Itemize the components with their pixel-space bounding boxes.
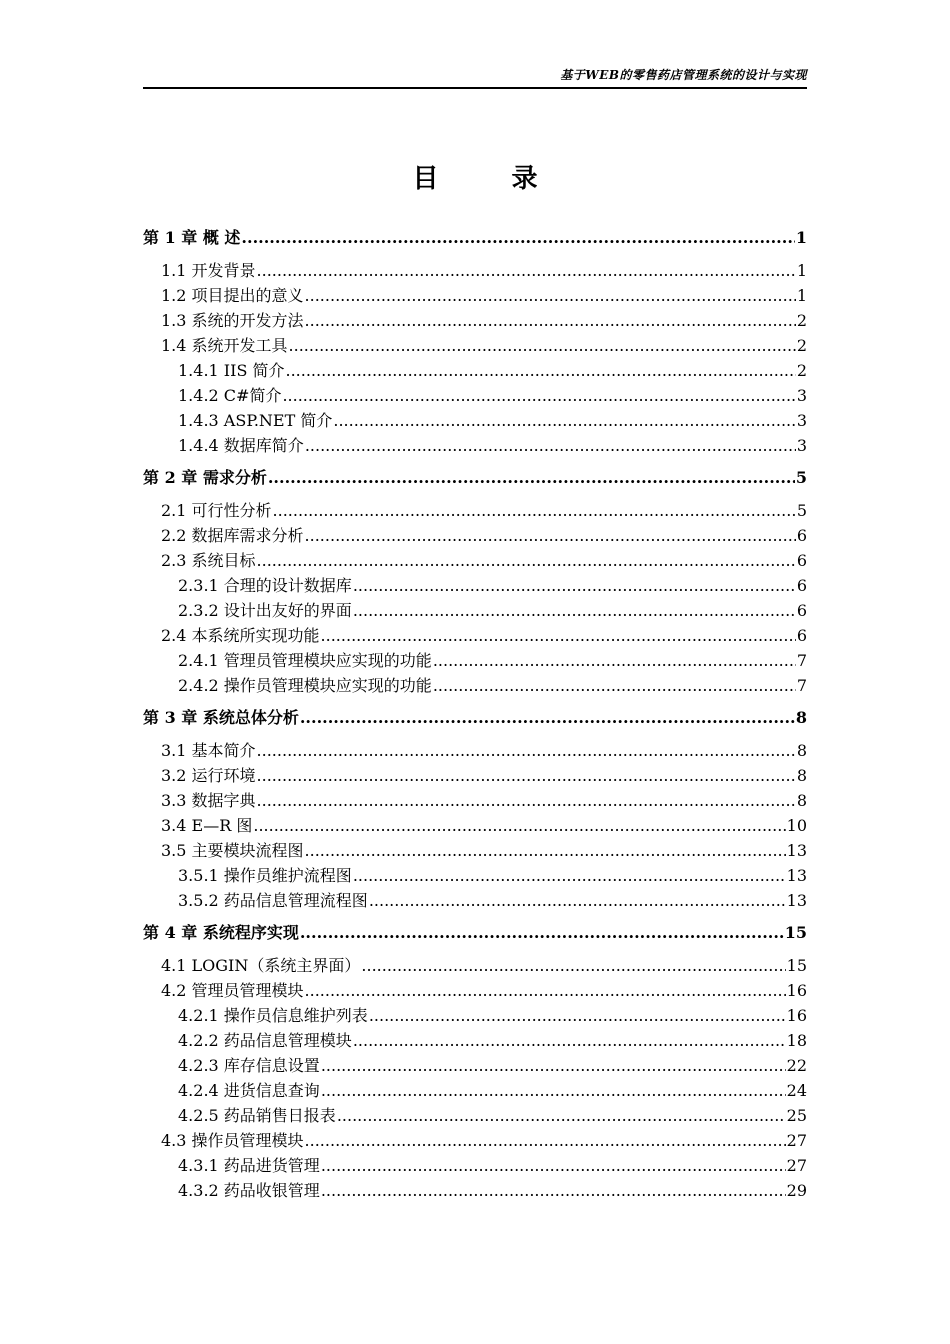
toc-entry-title: 2.4 本系统所实现功能 xyxy=(161,626,320,645)
toc-entry-title: 4.2.3 库存信息设置 xyxy=(178,1056,320,1075)
toc-page-number: 16 xyxy=(786,1006,807,1025)
toc-entry-title: 1.4.3 ASP.NET 简介 xyxy=(178,411,333,430)
toc-entry[interactable] xyxy=(143,548,807,573)
toc-entry[interactable] xyxy=(143,813,807,838)
toc-entry[interactable] xyxy=(143,433,807,458)
toc-leader-dots xyxy=(286,358,796,383)
toc-entry-title: 4.2.2 药品信息管理模块 xyxy=(178,1031,352,1050)
toc-page-number: 24 xyxy=(786,1081,807,1100)
toc-entry[interactable] xyxy=(143,738,807,763)
toc-leader-dots xyxy=(305,283,796,308)
toc-leader-dots xyxy=(241,224,794,252)
toc-leader-dots xyxy=(257,258,796,283)
toc-leader-dots xyxy=(257,738,796,763)
toc-entry-title: 3.4 E—R 图 xyxy=(161,816,253,835)
toc-page-number: 8 xyxy=(795,708,807,727)
toc-entry-title: 2.2 数据库需求分析 xyxy=(161,526,304,545)
toc-entry-title: 4.2.4 进货信息查询 xyxy=(178,1081,320,1100)
toc-page-number: 1 xyxy=(796,286,807,305)
toc-leader-dots xyxy=(289,333,796,358)
toc-entry[interactable] xyxy=(143,953,807,978)
toc-entry-title: 2.3.1 合理的设计数据库 xyxy=(178,576,352,595)
toc-leader-dots xyxy=(321,1078,786,1103)
toc-entry-title: 2.1 可行性分析 xyxy=(161,501,272,520)
header-rule xyxy=(143,87,807,89)
toc-entry-title: 4.2 管理员管理模块 xyxy=(161,981,304,1000)
toc-entry-title: 4.3.1 药品进货管理 xyxy=(178,1156,320,1175)
toc-page-number: 29 xyxy=(786,1181,807,1200)
toc-page-number: 18 xyxy=(786,1031,807,1050)
toc-entry-title: 2.3 系统目标 xyxy=(161,551,256,570)
toc-page-number: 8 xyxy=(796,766,807,785)
toc-entry[interactable] xyxy=(143,598,807,623)
toc-chapter-entry[interactable] xyxy=(143,224,807,252)
toc-entry-title: 2.4.1 管理员管理模块应实现的功能 xyxy=(178,651,432,670)
toc-page-number: 10 xyxy=(786,816,807,835)
toc-page-number: 27 xyxy=(786,1156,807,1175)
toc-entry-title: 第 2 章 需求分析 xyxy=(143,468,267,487)
toc-leader-dots xyxy=(282,383,795,408)
toc-leader-dots xyxy=(337,1103,786,1128)
toc-entry-title: 3.3 数据字典 xyxy=(161,791,256,810)
toc-page-number: 2 xyxy=(796,361,807,380)
toc-leader-dots xyxy=(305,1128,786,1153)
toc-entry-title: 3.1 基本简介 xyxy=(161,741,256,760)
toc-entry[interactable] xyxy=(143,333,807,358)
toc-page-number: 7 xyxy=(796,676,807,695)
toc-page-number: 25 xyxy=(786,1106,807,1125)
toc-page-number: 6 xyxy=(796,576,807,595)
toc-page-number: 16 xyxy=(786,981,807,1000)
toc-leader-dots xyxy=(273,498,796,523)
toc-leader-dots xyxy=(353,598,796,623)
toc-entry[interactable] xyxy=(143,283,807,308)
toc-entry-title: 4.3 操作员管理模块 xyxy=(161,1131,304,1150)
toc-entry-title: 1.2 项目提出的意义 xyxy=(161,286,304,305)
toc-entry-title: 第 4 章 系统程序实现 xyxy=(143,923,299,942)
toc-leader-dots xyxy=(305,433,796,458)
toc-leader-dots xyxy=(305,978,786,1003)
toc-page-number: 6 xyxy=(796,526,807,545)
toc-leader-dots xyxy=(257,548,796,573)
toc-entry[interactable] xyxy=(143,1153,807,1178)
toc-page-number: 1 xyxy=(795,228,807,247)
toc-entry-title: 4.1 LOGIN（系统主界面） xyxy=(161,956,361,975)
toc-entry[interactable] xyxy=(143,408,807,433)
toc-entry-title: 1.4.2 C#简介 xyxy=(178,386,282,405)
running-header: 基于WEB的零售药店管理系统的设计与实现 xyxy=(560,68,807,82)
toc-page-number: 13 xyxy=(786,866,807,885)
toc-entry[interactable] xyxy=(143,978,807,1003)
toc-leader-dots xyxy=(268,464,795,492)
toc-chapter-entry[interactable] xyxy=(143,464,807,492)
toc-chapter-entry[interactable] xyxy=(143,919,807,947)
toc-leader-dots xyxy=(369,1003,786,1028)
toc-leader-dots xyxy=(369,888,786,913)
toc-entry[interactable] xyxy=(143,523,807,548)
toc-entry[interactable] xyxy=(143,1053,807,1078)
table-of-contents xyxy=(143,224,807,1203)
toc-page-number: 13 xyxy=(786,841,807,860)
toc-page-number: 5 xyxy=(796,501,807,520)
toc-entry[interactable] xyxy=(143,1003,807,1028)
toc-entry[interactable] xyxy=(143,1178,807,1203)
toc-entry-title: 2.3.2 设计出友好的界面 xyxy=(178,601,352,620)
toc-leader-dots xyxy=(257,788,796,813)
toc-entry[interactable] xyxy=(143,863,807,888)
toc-entry[interactable] xyxy=(143,648,807,673)
toc-leader-dots xyxy=(333,408,795,433)
toc-entry[interactable] xyxy=(143,1028,807,1053)
toc-entry[interactable] xyxy=(143,358,807,383)
toc-entry-title: 4.3.2 药品收银管理 xyxy=(178,1181,320,1200)
toc-leader-dots xyxy=(361,953,785,978)
toc-entry[interactable] xyxy=(143,383,807,408)
toc-page-number: 2 xyxy=(796,336,807,355)
toc-page-number: 5 xyxy=(795,468,807,487)
toc-page-number: 3 xyxy=(796,386,807,405)
toc-entry-title: 第 3 章 系统总体分析 xyxy=(143,708,299,727)
toc-entry-title: 第 1 章 概 述 xyxy=(143,228,241,247)
toc-leader-dots xyxy=(321,1153,786,1178)
toc-entry-title: 2.4.2 操作员管理模块应实现的功能 xyxy=(178,676,432,695)
toc-entry[interactable] xyxy=(143,623,807,648)
toc-entry-title: 3.5.1 操作员维护流程图 xyxy=(178,866,352,885)
toc-leader-dots xyxy=(353,863,786,888)
toc-entry[interactable] xyxy=(143,498,807,523)
toc-leader-dots xyxy=(321,1178,786,1203)
toc-entry-title: 1.3 系统的开发方法 xyxy=(161,311,304,330)
toc-entry[interactable] xyxy=(143,763,807,788)
toc-leader-dots xyxy=(353,1028,786,1053)
toc-entry[interactable] xyxy=(143,788,807,813)
toc-page-number: 27 xyxy=(786,1131,807,1150)
page-title: 目 录 xyxy=(412,164,570,194)
toc-page-number: 7 xyxy=(796,651,807,670)
toc-entry[interactable] xyxy=(143,838,807,863)
toc-entry[interactable] xyxy=(143,573,807,598)
toc-page-number: 1 xyxy=(796,261,807,280)
toc-entry-title: 1.4.4 数据库简介 xyxy=(178,436,304,455)
toc-leader-dots xyxy=(305,838,786,863)
toc-entry[interactable] xyxy=(143,1128,807,1153)
toc-leader-dots xyxy=(433,673,796,698)
toc-page-number: 3 xyxy=(796,436,807,455)
toc-entry-title: 4.2.1 操作员信息维护列表 xyxy=(178,1006,368,1025)
toc-entry[interactable] xyxy=(143,888,807,913)
toc-page-number: 3 xyxy=(796,411,807,430)
toc-entry-title: 3.2 运行环境 xyxy=(161,766,256,785)
toc-page-number: 22 xyxy=(786,1056,807,1075)
toc-page-number: 13 xyxy=(786,891,807,910)
toc-page-number: 8 xyxy=(796,791,807,810)
toc-leader-dots xyxy=(321,1053,786,1078)
toc-entry-title: 1.4 系统开发工具 xyxy=(161,336,288,355)
toc-page-number: 6 xyxy=(796,626,807,645)
toc-leader-dots xyxy=(305,308,796,333)
toc-leader-dots xyxy=(300,704,795,732)
toc-entry[interactable] xyxy=(143,258,807,283)
toc-leader-dots xyxy=(321,623,796,648)
toc-entry-title: 3.5 主要模块流程图 xyxy=(161,841,304,860)
toc-entry[interactable] xyxy=(143,308,807,333)
toc-leader-dots xyxy=(353,573,796,598)
toc-entry-title: 1.1 开发背景 xyxy=(161,261,256,280)
toc-page-number: 15 xyxy=(786,956,807,975)
toc-page-number: 2 xyxy=(796,311,807,330)
toc-entry[interactable] xyxy=(143,673,807,698)
toc-page-number: 6 xyxy=(796,551,807,570)
toc-leader-dots xyxy=(433,648,796,673)
toc-leader-dots xyxy=(253,813,785,838)
toc-page-number: 6 xyxy=(796,601,807,620)
toc-page-number: 15 xyxy=(784,923,807,942)
toc-entry-title: 4.2.5 药品销售日报表 xyxy=(178,1106,336,1125)
toc-entry-title: 3.5.2 药品信息管理流程图 xyxy=(178,891,368,910)
toc-entry[interactable] xyxy=(143,1078,807,1103)
toc-chapter-entry[interactable] xyxy=(143,704,807,732)
toc-leader-dots xyxy=(305,523,796,548)
toc-entry-title: 1.4.1 IIS 简介 xyxy=(178,361,285,380)
toc-entry[interactable] xyxy=(143,1103,807,1128)
toc-leader-dots xyxy=(300,919,784,947)
toc-page-number: 8 xyxy=(796,741,807,760)
toc-leader-dots xyxy=(257,763,796,788)
